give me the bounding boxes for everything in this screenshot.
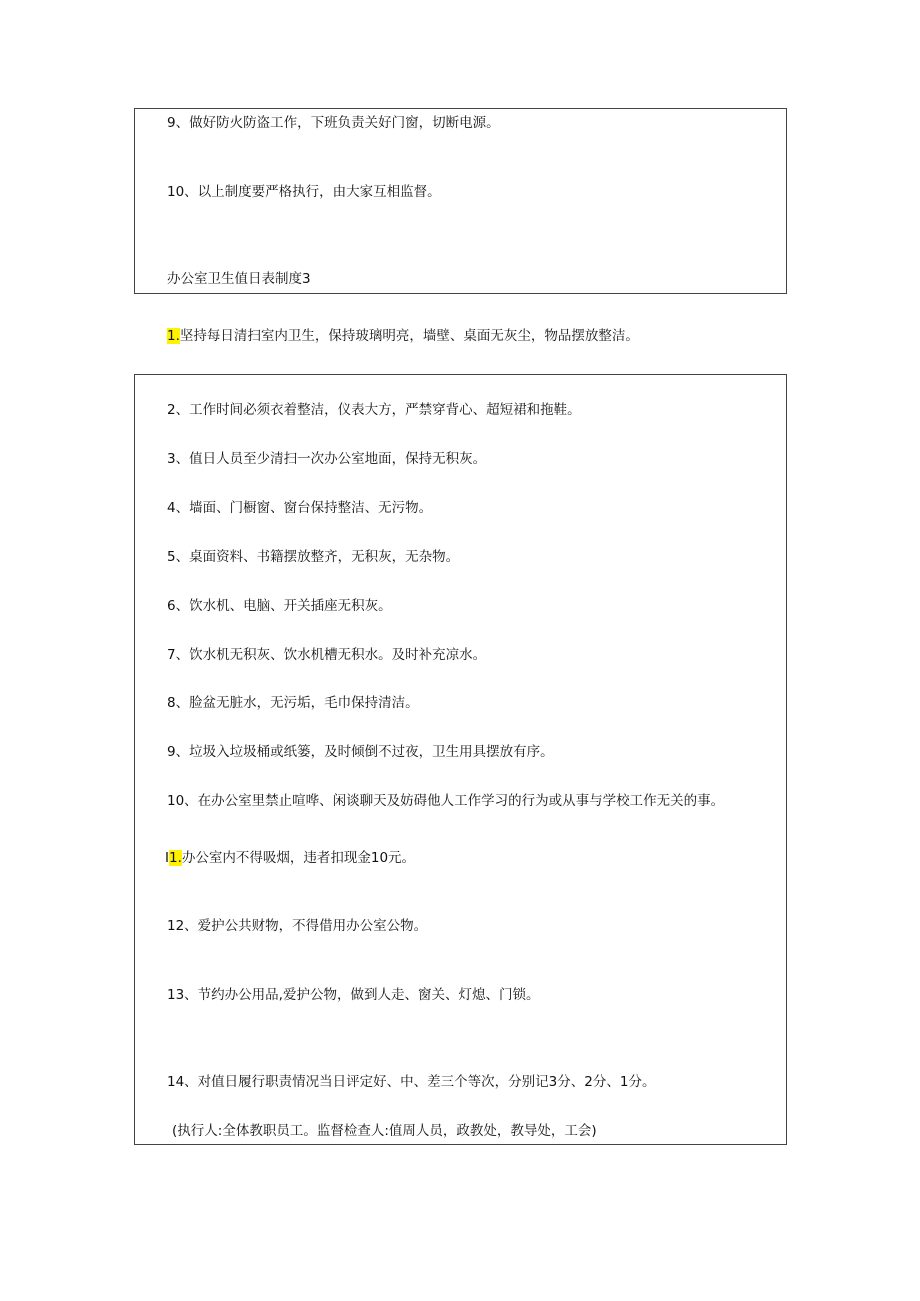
- item-11-prefix: I: [165, 850, 169, 866]
- rule-item-7: 7、饮水机无积灰、饮水机槽无积水。及时补充凉水。: [167, 647, 487, 663]
- rule-item-12: 12、爱护公共财物，不得借用办公室公物。: [167, 918, 428, 934]
- rule-item-4: 4、墙面、门橱窗、窗台保持整洁、无污物。: [167, 500, 433, 516]
- executor-note: (执行人:全体教职员工。监督检查人:值周人员，政教处，教导处，工会): [172, 1123, 597, 1139]
- rule-item-11-text: 办公室内不得吸烟，违者扣现金10元。: [181, 850, 416, 866]
- section-heading: 办公室卫生值日表制度3: [167, 271, 311, 287]
- rule-item-3: 3、值日人员至少清扫一次办公室地面，保持无积灰。: [167, 451, 487, 467]
- rule-item-8: 8、脸盆无脏水，无污垢，毛巾保持清洁。: [167, 695, 419, 711]
- rule-item-9b: 9、垃圾入垃圾桶或纸篓，及时倾倒不过夜，卫生用具摆放有序。: [167, 744, 554, 760]
- rule-item-6: 6、饮水机、电脑、开关插座无积灰。: [167, 598, 392, 614]
- rule-item-9: 9、做好防火防盗工作，下班负责关好门窗，切断电源。: [167, 115, 500, 131]
- rule-item-10: 10、以上制度要严格执行，由大家互相监督。: [167, 184, 441, 200]
- item-number-highlight: 1.: [168, 850, 182, 866]
- item-number-highlight: 1.: [167, 328, 180, 344]
- rule-item-5: 5、桌面资料、书籍摆放整齐，无积灰，无杂物。: [167, 549, 460, 565]
- rule-item-13: 13、节约办公用品,爱护公物，做到人走、窗关、灯熄、门锁。: [167, 987, 540, 1003]
- rule-item-2: 2、工作时间必须衣着整洁，仪表大方，严禁穿背心、超短裙和拖鞋。: [167, 402, 581, 418]
- upper-rules-box: [134, 108, 787, 294]
- rule-item-1-text: 坚持每日清扫室内卫生，保持玻璃明亮，墙壁、桌面无灰尘，物品摆放整洁。: [179, 328, 639, 344]
- rule-item-10b: 10、在办公室里禁止喧哗、闲谈聊天及妨碍他人工作学习的行为或从事与学校工作无关的事。: [167, 793, 725, 809]
- rule-item-1: [167, 327, 639, 345]
- rule-item-14: 14、对值日履行职责情况当日评定好、中、差三个等次，分别记3分、2分、1分。: [167, 1074, 656, 1090]
- rule-item-11: [165, 849, 415, 867]
